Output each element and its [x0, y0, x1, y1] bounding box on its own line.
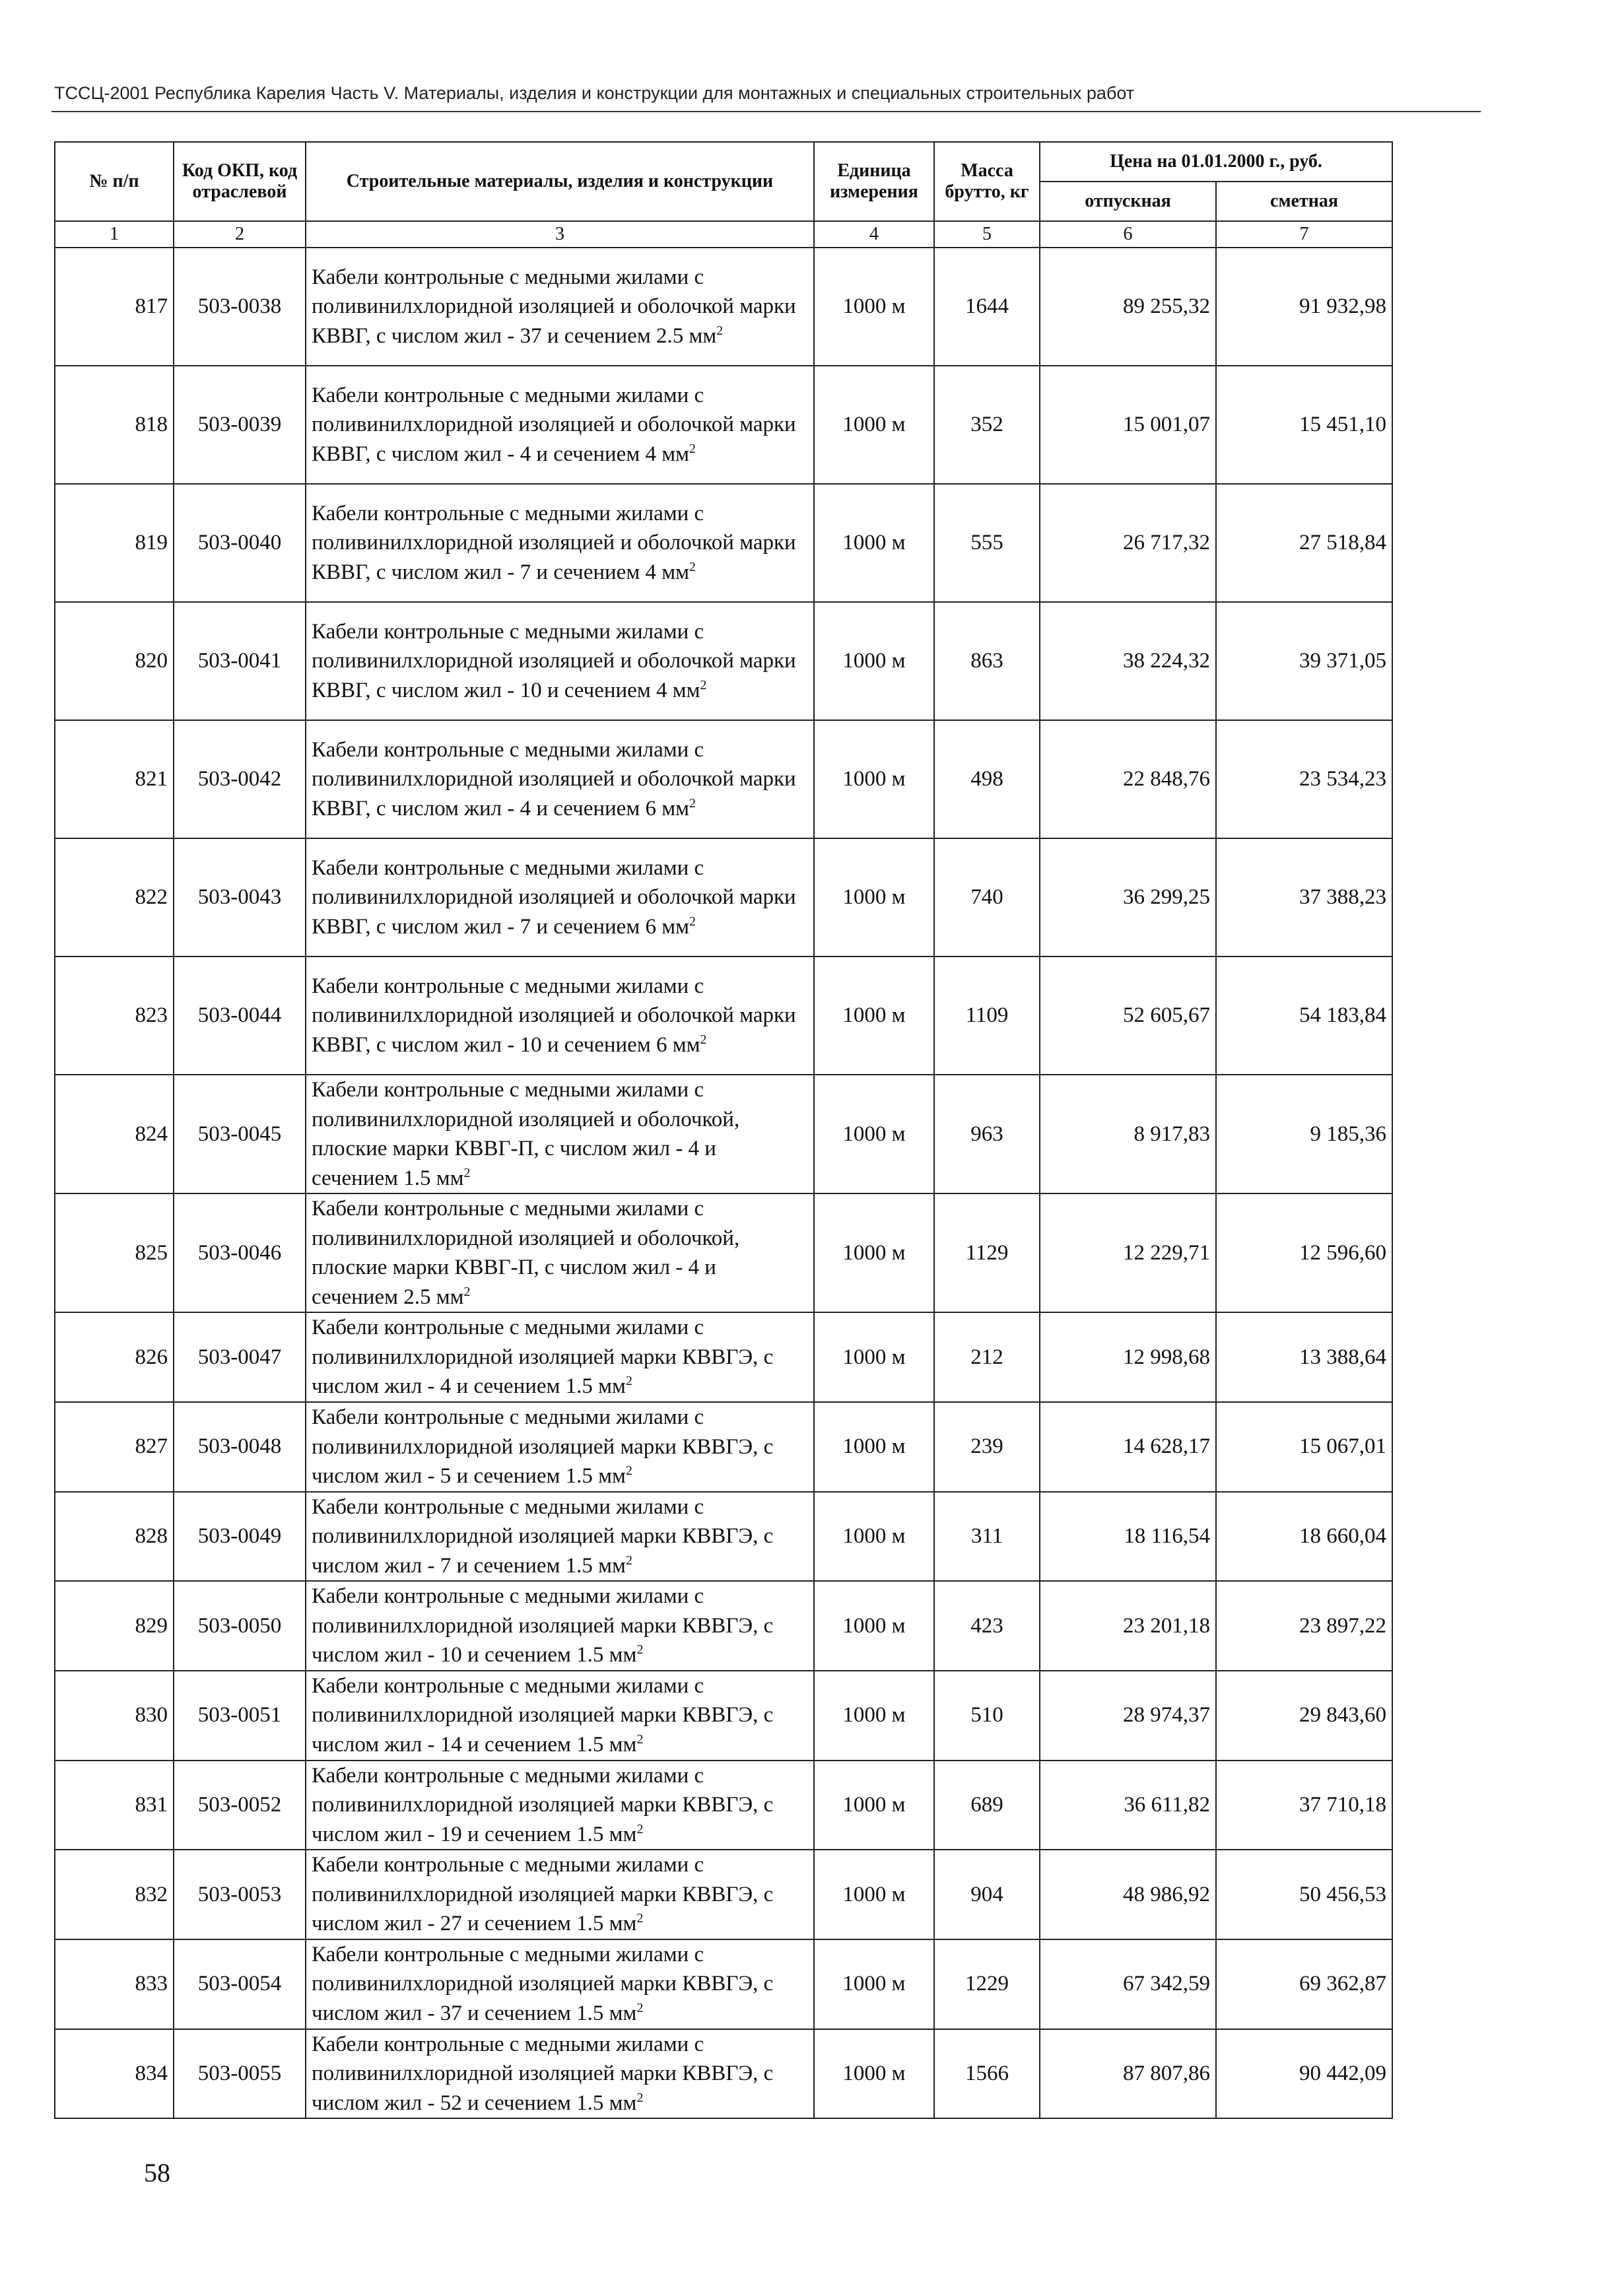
description-text: Кабели контрольные с медными жилами с поливинилхлоридной изоляцией марки КВВГЭ, с числом жил - 10 и сечением 1.5 мм — [312, 1584, 774, 1667]
row-number: 831 — [55, 1761, 174, 1850]
superscript-2: 2 — [689, 914, 696, 929]
description-text: Кабели контрольные с медными жилами с поливинилхлоридной изоляцией и оболочкой марки КВВГ, с числом жил - 10 и сечением 4 мм — [312, 619, 796, 702]
okp-code: 503-0044 — [174, 956, 306, 1075]
gross-mass: 510 — [934, 1671, 1040, 1761]
description-text: Кабели контрольные с медными жилами с поливинилхлоридной изоляцией марки КВВГЭ, с числом жил - 4 и сечением 1.5 мм — [312, 1316, 774, 1399]
release-price: 28 974,37 — [1040, 1671, 1216, 1761]
gross-mass: 1229 — [934, 1939, 1040, 2029]
unit-of-measure: 1000 м — [814, 1075, 934, 1193]
release-price: 8 917,83 — [1040, 1075, 1216, 1193]
release-price: 18 116,54 — [1040, 1492, 1216, 1582]
row-number: 833 — [55, 1939, 174, 2029]
superscript-2: 2 — [625, 1374, 632, 1389]
release-price: 87 807,86 — [1040, 2029, 1216, 2119]
estimate-price: 29 843,60 — [1216, 1671, 1392, 1761]
description-text: Кабели контрольные с медными жилами с поливинилхлоридной изоляцией и оболочкой марки КВВГ, с числом жил - 7 и сечением 4 мм — [312, 501, 796, 584]
okp-code: 503-0055 — [174, 2029, 306, 2119]
unit-of-measure: 1000 м — [814, 1312, 934, 1402]
unit-of-measure: 1000 м — [814, 1671, 934, 1761]
superscript-2: 2 — [463, 1284, 471, 1299]
unit-of-measure: 1000 м — [814, 1939, 934, 2029]
description-text: Кабели контрольные с медными жилами с поливинилхлоридной изоляцией марки КВВГЭ, с числом жил - 5 и сечением 1.5 мм — [312, 1405, 774, 1489]
table-row — [55, 956, 1392, 1075]
unit-of-measure: 1000 м — [814, 1492, 934, 1582]
material-description — [306, 838, 814, 956]
gross-mass: 863 — [934, 602, 1040, 720]
table-row — [55, 2029, 1392, 2119]
release-price: 52 605,67 — [1040, 956, 1216, 1075]
release-price: 15 001,07 — [1040, 366, 1216, 484]
row-number: 821 — [55, 720, 174, 838]
release-price: 26 717,32 — [1040, 484, 1216, 602]
superscript-2: 2 — [636, 1911, 644, 1926]
table-row — [55, 484, 1392, 602]
column-number: 6 — [1040, 221, 1216, 248]
material-description — [306, 602, 814, 720]
material-description — [306, 1402, 814, 1492]
unit-of-measure: 1000 м — [814, 838, 934, 956]
okp-code: 503-0045 — [174, 1075, 306, 1193]
material-description — [306, 366, 814, 484]
okp-code: 503-0046 — [174, 1193, 306, 1312]
gross-mass: 423 — [934, 1581, 1040, 1671]
material-description — [306, 248, 814, 366]
superscript-2: 2 — [716, 323, 724, 338]
estimate-price: 15 451,10 — [1216, 366, 1392, 484]
estimate-price: 15 067,01 — [1216, 1402, 1392, 1492]
unit-of-measure: 1000 м — [814, 366, 934, 484]
materials-price-table — [54, 141, 1393, 2119]
unit-of-measure: 1000 м — [814, 1761, 934, 1850]
description-text: Кабели контрольные с медными жилами с поливинилхлоридной изоляцией и оболочкой, плоские марки КВВГ-П, с числом жил - 4 и сечением 1.5 мм — [312, 1078, 740, 1190]
material-description — [306, 720, 814, 838]
table-row — [55, 248, 1392, 366]
okp-code: 503-0050 — [174, 1581, 306, 1671]
col-header-num: № п/п — [55, 142, 174, 221]
estimate-price: 13 388,64 — [1216, 1312, 1392, 1402]
superscript-2: 2 — [625, 1553, 632, 1568]
row-number: 828 — [55, 1492, 174, 1582]
unit-of-measure: 1000 м — [814, 956, 934, 1075]
table-row — [55, 366, 1392, 484]
material-description — [306, 1939, 814, 2029]
col-header-unit: Единица измерения — [814, 142, 934, 221]
column-number: 3 — [306, 221, 814, 248]
description-text: Кабели контрольные с медными жилами с поливинилхлоридной изоляцией и оболочкой, плоские марки КВВГ-П, с числом жил - 4 и сечением 2.5 мм — [312, 1197, 740, 1309]
table-body — [55, 248, 1392, 2118]
superscript-2: 2 — [625, 1463, 632, 1479]
row-number: 825 — [55, 1193, 174, 1312]
table-row — [55, 1402, 1392, 1492]
okp-code: 503-0052 — [174, 1761, 306, 1850]
estimate-price: 91 932,98 — [1216, 248, 1392, 366]
material-description — [306, 1075, 814, 1193]
superscript-2: 2 — [689, 441, 696, 456]
row-number: 834 — [55, 2029, 174, 2119]
col-header-price-release: отпускная — [1040, 182, 1216, 221]
unit-of-measure: 1000 м — [814, 1850, 934, 1939]
okp-code: 503-0054 — [174, 1939, 306, 2029]
okp-code: 503-0038 — [174, 248, 306, 366]
release-price: 67 342,59 — [1040, 1939, 1216, 2029]
release-price: 89 255,32 — [1040, 248, 1216, 366]
row-number: 819 — [55, 484, 174, 602]
description-text: Кабели контрольные с медными жилами с поливинилхлоридной изоляцией и оболочкой марки КВВГ, с числом жил - 4 и сечением 4 мм — [312, 383, 796, 466]
okp-code: 503-0039 — [174, 366, 306, 484]
estimate-price: 9 185,36 — [1216, 1075, 1392, 1193]
okp-code: 503-0042 — [174, 720, 306, 838]
release-price: 14 628,17 — [1040, 1402, 1216, 1492]
estimate-price: 90 442,09 — [1216, 2029, 1392, 2119]
superscript-2: 2 — [689, 795, 696, 811]
row-number: 826 — [55, 1312, 174, 1402]
column-number: 7 — [1216, 221, 1392, 248]
okp-code: 503-0048 — [174, 1402, 306, 1492]
release-price: 48 986,92 — [1040, 1850, 1216, 1939]
gross-mass: 740 — [934, 838, 1040, 956]
gross-mass: 352 — [934, 366, 1040, 484]
description-text: Кабели контрольные с медными жилами с поливинилхлоридной изоляцией и оболочкой марки КВВГ, с числом жил - 7 и сечением 6 мм — [312, 856, 796, 939]
gross-mass: 498 — [934, 720, 1040, 838]
gross-mass: 555 — [934, 484, 1040, 602]
table-row — [55, 1492, 1392, 1582]
column-number: 2 — [174, 221, 306, 248]
superscript-2: 2 — [636, 1732, 644, 1747]
gross-mass: 1566 — [934, 2029, 1040, 2119]
unit-of-measure: 1000 м — [814, 1193, 934, 1312]
material-description — [306, 1193, 814, 1312]
row-number: 820 — [55, 602, 174, 720]
row-number: 830 — [55, 1671, 174, 1761]
superscript-2: 2 — [700, 677, 707, 692]
release-price: 38 224,32 — [1040, 602, 1216, 720]
release-price: 23 201,18 — [1040, 1581, 1216, 1671]
description-text: Кабели контрольные с медными жилами с поливинилхлоридной изоляцией марки КВВГЭ, с числом жил - 19 и сечением 1.5 мм — [312, 1763, 774, 1846]
okp-code: 503-0043 — [174, 838, 306, 956]
estimate-price: 37 710,18 — [1216, 1761, 1392, 1850]
table-row — [55, 1312, 1392, 1402]
gross-mass: 1109 — [934, 956, 1040, 1075]
release-price: 12 229,71 — [1040, 1193, 1216, 1312]
material-description — [306, 484, 814, 602]
row-number: 827 — [55, 1402, 174, 1492]
gross-mass: 1129 — [934, 1193, 1040, 1312]
col-header-okp-code: Код ОКП, код отраслевой — [174, 142, 306, 221]
gross-mass: 904 — [934, 1850, 1040, 1939]
row-number: 824 — [55, 1075, 174, 1193]
col-header-price-estimate: сметная — [1216, 182, 1392, 221]
material-description — [306, 1312, 814, 1402]
column-number: 1 — [55, 221, 174, 248]
material-description — [306, 1671, 814, 1761]
gross-mass: 1644 — [934, 248, 1040, 366]
table-row — [55, 1850, 1392, 1939]
table-row — [55, 602, 1392, 720]
superscript-2: 2 — [463, 1165, 471, 1180]
superscript-2: 2 — [636, 2090, 644, 2105]
material-description — [306, 956, 814, 1075]
table-row — [55, 720, 1392, 838]
col-header-mass: Масса брутто, кг — [934, 142, 1040, 221]
gross-mass: 963 — [934, 1075, 1040, 1193]
estimate-price: 37 388,23 — [1216, 838, 1392, 956]
okp-code: 503-0040 — [174, 484, 306, 602]
row-number: 823 — [55, 956, 174, 1075]
estimate-price: 18 660,04 — [1216, 1492, 1392, 1582]
description-text: Кабели контрольные с медными жилами с поливинилхлоридной изоляцией марки КВВГЭ, с числом жил - 14 и сечением 1.5 мм — [312, 1673, 774, 1757]
release-price: 36 299,25 — [1040, 838, 1216, 956]
estimate-price: 27 518,84 — [1216, 484, 1392, 602]
estimate-price: 50 456,53 — [1216, 1850, 1392, 1939]
description-text: Кабели контрольные с медными жилами с поливинилхлоридной изоляцией и оболочкой марки КВВГ, с числом жил - 4 и сечением 6 мм — [312, 737, 796, 821]
unit-of-measure: 1000 м — [814, 602, 934, 720]
superscript-2: 2 — [689, 559, 696, 574]
column-number: 4 — [814, 221, 934, 248]
release-price: 36 611,82 — [1040, 1761, 1216, 1850]
table-row — [55, 1939, 1392, 2029]
estimate-price: 54 183,84 — [1216, 956, 1392, 1075]
okp-code: 503-0049 — [174, 1492, 306, 1582]
col-header-price-group: Цена на 01.01.2000 г., руб. — [1040, 142, 1392, 182]
okp-code: 503-0053 — [174, 1850, 306, 1939]
estimate-price: 39 371,05 — [1216, 602, 1392, 720]
row-number: 817 — [55, 248, 174, 366]
unit-of-measure: 1000 м — [814, 248, 934, 366]
material-description — [306, 2029, 814, 2119]
table-row — [55, 1581, 1392, 1671]
material-description — [306, 1850, 814, 1939]
unit-of-measure: 1000 м — [814, 720, 934, 838]
okp-code: 503-0051 — [174, 1671, 306, 1761]
superscript-2: 2 — [636, 1821, 644, 1836]
gross-mass: 212 — [934, 1312, 1040, 1402]
superscript-2: 2 — [636, 1642, 644, 1658]
description-text: Кабели контрольные с медными жилами с поливинилхлоридной изоляцией и оболочкой марки КВВГ, с числом жил - 10 и сечением 6 мм — [312, 974, 796, 1057]
table-row — [55, 1193, 1392, 1312]
estimate-price: 69 362,87 — [1216, 1939, 1392, 2029]
unit-of-measure: 1000 м — [814, 484, 934, 602]
page-number: 58 — [144, 2158, 170, 2188]
column-number-row — [55, 221, 1392, 248]
unit-of-measure: 1000 м — [814, 2029, 934, 2119]
material-description — [306, 1492, 814, 1582]
row-number: 822 — [55, 838, 174, 956]
estimate-price: 23 534,23 — [1216, 720, 1392, 838]
estimate-price: 12 596,60 — [1216, 1193, 1392, 1312]
description-text: Кабели контрольные с медными жилами с поливинилхлоридной изоляцией марки КВВГЭ, с числом жил - 52 и сечением 1.5 мм — [312, 2032, 774, 2115]
description-text: Кабели контрольные с медными жилами с поливинилхлоридной изоляцией марки КВВГЭ, с числом жил - 37 и сечением 1.5 мм — [312, 1942, 774, 2025]
material-description — [306, 1581, 814, 1671]
release-price: 12 998,68 — [1040, 1312, 1216, 1402]
column-number: 5 — [934, 221, 1040, 248]
table-row — [55, 838, 1392, 956]
row-number: 818 — [55, 366, 174, 484]
unit-of-measure: 1000 м — [814, 1402, 934, 1492]
row-number: 829 — [55, 1581, 174, 1671]
release-price: 22 848,76 — [1040, 720, 1216, 838]
table-row — [55, 1761, 1392, 1850]
superscript-2: 2 — [700, 1032, 707, 1047]
header-divider — [51, 111, 1481, 112]
material-description — [306, 1761, 814, 1850]
unit-of-measure: 1000 м — [814, 1581, 934, 1671]
estimate-price: 23 897,22 — [1216, 1581, 1392, 1671]
gross-mass: 689 — [934, 1761, 1040, 1850]
table-row — [55, 1671, 1392, 1761]
okp-code: 503-0047 — [174, 1312, 306, 1402]
description-text: Кабели контрольные с медными жилами с поливинилхлоридной изоляцией и оболочкой марки КВВГ, с числом жил - 37 и сечением 2.5 мм — [312, 265, 796, 348]
row-number: 832 — [55, 1850, 174, 1939]
gross-mass: 239 — [934, 1402, 1040, 1492]
col-header-materials: Строительные материалы, изделия и конструкции — [306, 142, 814, 221]
superscript-2: 2 — [636, 2000, 644, 2015]
table-row — [55, 1075, 1392, 1193]
description-text: Кабели контрольные с медными жилами с поливинилхлоридной изоляцией марки КВВГЭ, с числом жил - 7 и сечением 1.5 мм — [312, 1494, 774, 1578]
document-header-title: ТССЦ-2001 Республика Карелия Часть V. Материалы, изделия и конструкции для монтажных и специальных строительных работ — [54, 83, 1135, 103]
okp-code: 503-0041 — [174, 602, 306, 720]
description-text: Кабели контрольные с медными жилами с поливинилхлоридной изоляцией марки КВВГЭ, с числом жил - 27 и сечением 1.5 мм — [312, 1853, 774, 1936]
gross-mass: 311 — [934, 1492, 1040, 1582]
